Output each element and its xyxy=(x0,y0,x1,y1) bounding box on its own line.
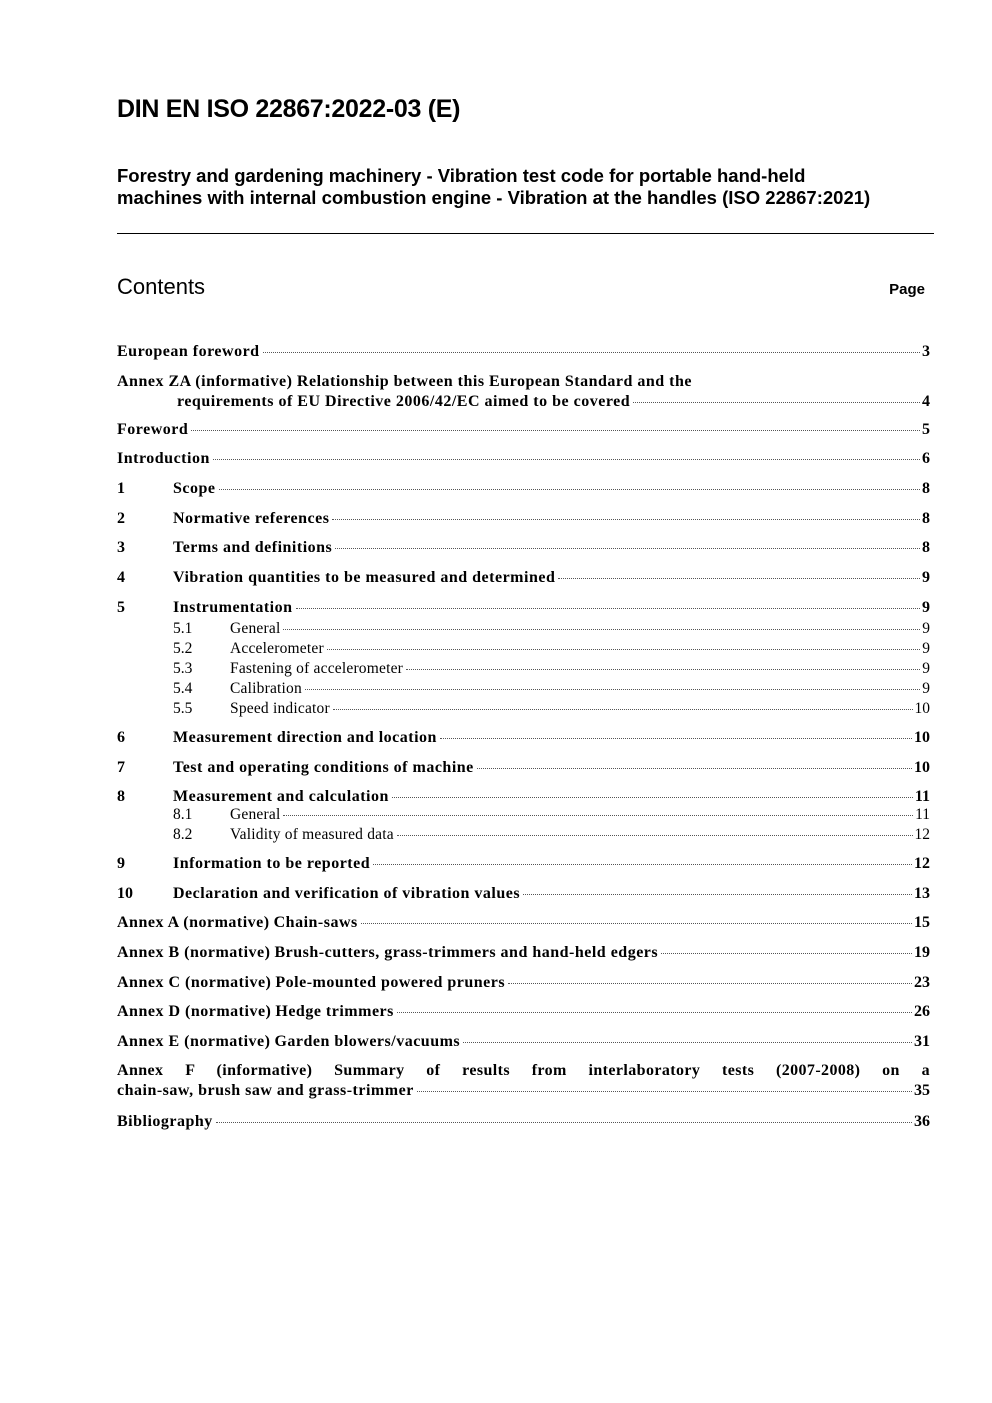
toc-entry-annex-d[interactable] xyxy=(117,1001,930,1023)
toc-entry-number: 4 xyxy=(117,569,125,586)
toc-entry-section-5-5[interactable] xyxy=(117,699,930,719)
leader-dots xyxy=(332,519,920,520)
toc-entry-text: Information to be reported xyxy=(173,855,371,872)
leader-dots xyxy=(263,352,920,353)
toc-entry-bibliography[interactable] xyxy=(117,1111,930,1133)
toc-entry-page: 9 xyxy=(922,620,930,637)
toc-entry-page: 10 xyxy=(914,729,930,746)
toc-entry-number: 8 xyxy=(117,788,125,805)
toc-entry-text: Vibration quantities to be measured and determined xyxy=(173,569,556,586)
leader-dots xyxy=(558,578,920,579)
toc-entry-section-5-4[interactable] xyxy=(117,679,930,699)
leader-dots xyxy=(283,815,913,816)
toc-entry-text: Measurement and calculation xyxy=(173,788,389,805)
toc-entry-text: Speed indicator xyxy=(230,700,330,717)
leader-dots xyxy=(633,402,920,403)
toc-entry-number: 9 xyxy=(117,855,125,872)
toc-entry-section-1[interactable] xyxy=(117,478,930,500)
toc-entry-annex-a[interactable] xyxy=(117,912,930,934)
toc-entry-text: Chain-saws xyxy=(273,914,358,931)
toc-entry-text: Pole-mounted powered pruners xyxy=(275,974,506,991)
toc-entry-text: Garden blowers/vacuums xyxy=(274,1033,461,1050)
leader-dots xyxy=(508,983,912,984)
leader-dots xyxy=(296,608,920,609)
toc-entry-page: 6 xyxy=(922,450,930,467)
toc-entry-text: Normative references xyxy=(173,510,330,527)
toc-entry-text: Measurement direction and location xyxy=(173,729,437,746)
toc-entry-annex-label: Annex D (normative) xyxy=(117,1003,272,1020)
toc-entry-text: General xyxy=(230,620,281,637)
leader-dots xyxy=(213,459,920,460)
toc-entry-number: 5.4 xyxy=(173,680,193,697)
toc-entry-annex-f[interactable] xyxy=(117,1060,930,1104)
toc-entry-page: 11 xyxy=(914,788,930,805)
leader-dots xyxy=(216,1122,912,1123)
toc-entry-section-3[interactable] xyxy=(117,537,930,559)
toc-entry-text: Foreword xyxy=(117,421,189,438)
toc-entry-text: Test and operating conditions of machine xyxy=(173,759,474,776)
leader-dots xyxy=(417,1091,912,1092)
leader-dots xyxy=(440,738,912,739)
toc-entry-page: 31 xyxy=(914,1033,930,1050)
toc-entry-number: 2 xyxy=(117,510,125,527)
toc-entry-text: Brush-cutters, grass-trimmers and hand-held edgers xyxy=(274,944,659,961)
title-divider xyxy=(117,233,934,234)
toc-entry-section-8-2[interactable] xyxy=(117,825,930,845)
toc-entry-number: 3 xyxy=(117,539,125,556)
toc-entry-page: 10 xyxy=(914,759,930,776)
toc-entry-section-5-3[interactable] xyxy=(117,659,930,679)
toc-entry-number: 8.1 xyxy=(173,806,193,823)
toc-entry-text: General xyxy=(230,806,281,823)
toc-entry-page: 9 xyxy=(922,640,930,657)
document-identifier: DIN EN ISO 22867:2022-03 (E) xyxy=(117,95,461,123)
contents-heading: Contents xyxy=(117,274,206,299)
toc-entry-number: 8.2 xyxy=(173,826,193,843)
toc-entry-page: 9 xyxy=(922,569,930,586)
toc-entry-text: Accelerometer xyxy=(230,640,324,657)
leader-dots xyxy=(361,923,912,924)
leader-dots xyxy=(373,864,912,865)
toc-entry-text: Calibration xyxy=(230,680,302,697)
toc-entry-text: Instrumentation xyxy=(173,599,293,616)
toc-entry-introduction[interactable] xyxy=(117,448,930,470)
toc-entry-page: 10 xyxy=(914,700,930,717)
toc-entry-page: 3 xyxy=(922,343,930,360)
toc-entry-foreword[interactable] xyxy=(117,419,930,441)
toc-entry-number: 5.2 xyxy=(173,640,193,657)
toc-entry-annex-label: Annex B (normative) xyxy=(117,944,271,961)
toc-entry-section-7[interactable] xyxy=(117,757,930,779)
toc-entry-page: 26 xyxy=(914,1003,930,1020)
toc-entry-page: 9 xyxy=(922,680,930,697)
leader-dots xyxy=(191,430,920,431)
toc-entry-page: 35 xyxy=(914,1082,930,1099)
toc-entry-page: 8 xyxy=(922,480,930,497)
document-title: Forestry and gardening machinery - Vibration test code for portable hand-held machines with internal combustion engine - Vibration at the handles (ISO 22867:2021) xyxy=(117,165,871,208)
toc-entry-text: Introduction xyxy=(117,450,210,467)
toc-entry-number: 5.3 xyxy=(173,660,193,677)
toc-entry-annex-za[interactable] xyxy=(117,371,930,415)
toc-entry-page: 9 xyxy=(922,599,930,616)
leader-dots xyxy=(335,548,920,549)
leader-dots xyxy=(463,1042,912,1043)
leader-dots xyxy=(523,894,912,895)
toc-entry-section-6[interactable] xyxy=(117,727,930,749)
toc-entry-number: 5 xyxy=(117,599,125,616)
toc-entry-text: Declaration and verification of vibration values xyxy=(173,885,521,902)
toc-entry-number: 5.1 xyxy=(173,620,193,637)
toc-entry-annex-e[interactable] xyxy=(117,1031,930,1053)
toc-entry-text-continued: requirements of EU Directive 2006/42/EC aimed to be covered xyxy=(177,393,631,410)
toc-entry-section-4[interactable] xyxy=(117,567,930,589)
toc-entry-page: 11 xyxy=(915,806,930,823)
toc-entry-page: 36 xyxy=(914,1113,930,1130)
leader-dots xyxy=(305,689,920,690)
leader-dots xyxy=(406,669,920,670)
toc-entry-text: Terms and definitions xyxy=(173,539,333,556)
leader-dots xyxy=(661,953,912,954)
toc-entry-text: Hedge trimmers xyxy=(275,1003,394,1020)
toc-entry-section-9[interactable] xyxy=(117,853,930,875)
toc-entry-text: Fastening of accelerometer xyxy=(230,660,404,677)
toc-entry-text: Bibliography xyxy=(117,1113,213,1130)
toc-entry-section-5-2[interactable] xyxy=(117,639,930,659)
toc-entry-number: 5.5 xyxy=(173,700,193,717)
leader-dots xyxy=(219,489,921,490)
toc-entry-page: 12 xyxy=(914,855,930,872)
toc-entry-page: 13 xyxy=(914,885,930,902)
toc-entry-text: Scope xyxy=(173,480,216,497)
leader-dots xyxy=(283,629,920,630)
toc-entry-number: 6 xyxy=(117,729,125,746)
toc-entry-page: 12 xyxy=(914,826,930,843)
toc-entry-page: 19 xyxy=(914,944,930,961)
leader-dots xyxy=(477,768,912,769)
leader-dots xyxy=(397,1012,912,1013)
leader-dots xyxy=(333,709,913,710)
toc-entry-page: 8 xyxy=(922,539,930,556)
toc-entry-section-5[interactable] xyxy=(117,597,930,619)
toc-entry-section-8-1[interactable] xyxy=(117,805,930,825)
toc-entry-page: 5 xyxy=(922,421,930,438)
toc-entry-page: 15 xyxy=(914,914,930,931)
toc-entry-section-5-1[interactable] xyxy=(117,619,930,639)
toc-entry-number: 1 xyxy=(117,480,125,497)
toc-entry-text-continued: chain-saw, brush saw and grass-trimmer xyxy=(117,1082,414,1099)
toc-entry-page: 9 xyxy=(922,660,930,677)
toc-entry-section-10[interactable] xyxy=(117,883,930,905)
table-of-contents xyxy=(117,341,930,1133)
page-column-label: Page xyxy=(889,281,925,298)
toc-entry-text: Validity of measured data xyxy=(230,826,394,843)
toc-entry-section-2[interactable] xyxy=(117,508,930,530)
toc-entry-european-foreword[interactable] xyxy=(117,341,930,363)
toc-entry-annex-label: Annex A (normative) xyxy=(117,914,270,931)
toc-entry-text: Annex F (informative) Summary of results from interlaboratory tests (2007-2008) on a xyxy=(117,1062,930,1079)
toc-entry-page: 8 xyxy=(922,510,930,527)
toc-entry-page: 23 xyxy=(914,974,930,991)
leader-dots xyxy=(392,797,913,798)
toc-entry-annex-label: Annex C (normative) xyxy=(117,974,272,991)
toc-entry-annex-c[interactable] xyxy=(117,972,930,994)
toc-entry-text: European foreword xyxy=(117,343,260,360)
leader-dots xyxy=(327,649,920,650)
toc-entry-number: 10 xyxy=(117,885,133,902)
toc-entry-annex-label: Annex E (normative) xyxy=(117,1033,271,1050)
leader-dots xyxy=(397,835,913,836)
toc-entry-page: 4 xyxy=(922,393,930,410)
toc-entry-number: 7 xyxy=(117,759,125,776)
toc-entry-text: Annex ZA (informative) Relationship between this European Standard and the xyxy=(117,373,692,390)
toc-entry-annex-b[interactable] xyxy=(117,942,930,964)
